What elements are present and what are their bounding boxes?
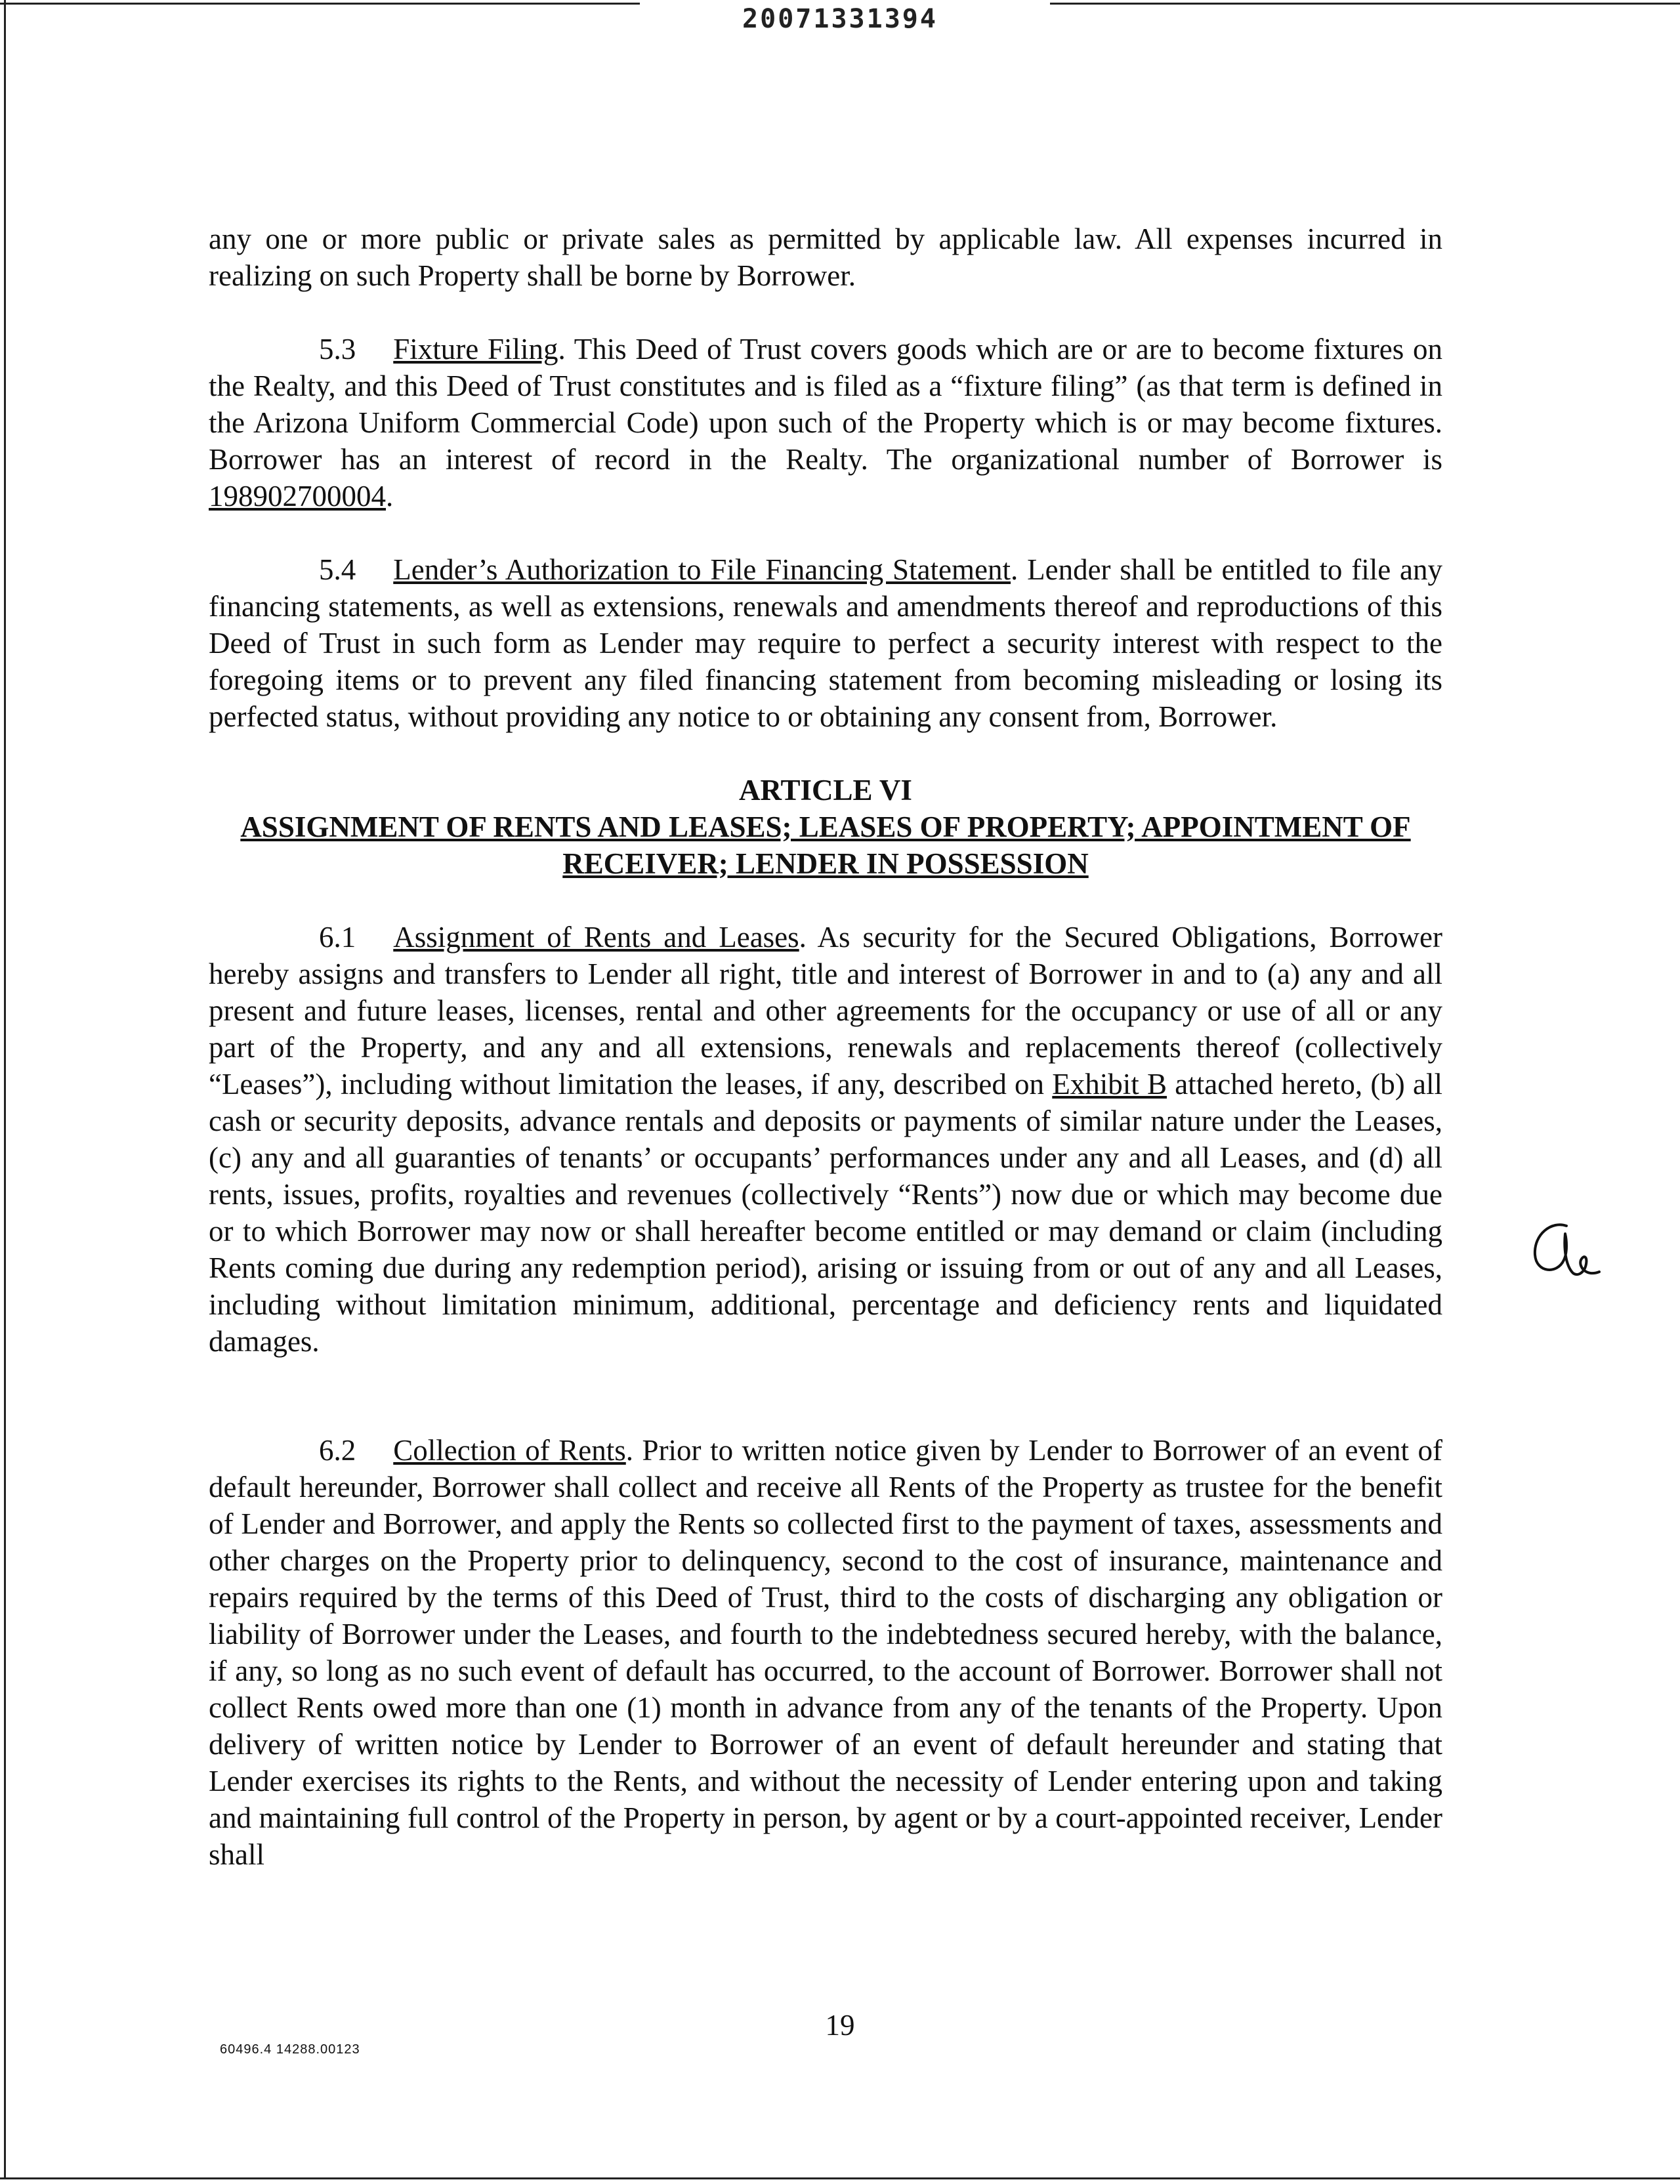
exhibit-reference: Exhibit B	[1052, 1068, 1167, 1101]
section-6-1	[209, 919, 1442, 1360]
page-number: 19	[825, 2009, 855, 2042]
section-5-3	[209, 331, 1442, 514]
section-title: Lender’s Authorization to File Financing Statement	[393, 553, 1011, 586]
article-label: ARTICLE VI	[739, 774, 912, 807]
section-text-end: .	[386, 480, 394, 513]
section-text-end: attached hereto, (b) all cash or security deposits, advance rentals and deposits or payments of similar nature under the Leases, (c) any and all guaranties of tenants’ or occupants’ performances under any and all Leases, and (d) all rents, issues, profits, royalties and revenues (collectively “Rents”) now due or which may become due or to which Borrower may now or shall hereafter become entitled or may demand or claim (including Rents coming due during any redemption period), arising or issuing from or out of any and all Leases, including without limitation minimum, additional, percentage and deficiency rents and liquidated damages.	[209, 1068, 1443, 1358]
section-number: 5.3	[319, 333, 356, 366]
scan-edge-left	[4, 0, 6, 2179]
handwritten-initials	[1526, 1214, 1611, 1286]
section-5-4	[209, 551, 1442, 735]
section-number: 6.1	[319, 921, 356, 954]
organizational-number: 198902700004	[209, 480, 386, 513]
article-heading	[209, 772, 1442, 882]
section-6-2	[209, 1432, 1442, 1873]
section-number: 6.2	[319, 1434, 356, 1467]
section-text: . Lender shall be entitled to file any financing statements, as well as extensions, renewals and amendments thereof and reproductions of this Deed of Trust in such form as Lender may require to perfect a security interest with respect to the foregoing items or to prevent any filed financing statement from becoming misleading or losing its perfected status, without providing any notice to or obtaining any consent from, Borrower.	[209, 553, 1442, 733]
section-text: . As security for the Secured Obligations, Borrower hereby assigns and transfers to Lender all right, title and interest of Borrower in and to (a) any and all present and future leases, licenses, rental and other agreements for the occupancy or use of all or any part of the Property, and any and all extensions, renewals and replacements thereof (collectively “Leases”), including without limitation the leases, if any, described on	[209, 921, 1442, 1101]
article-title: ASSIGNMENT OF RENTS AND LEASES; LEASES OF PROPERTY; APPOINTMENT OF RECEIVER; LENDER IN POSSESSION	[240, 810, 1411, 880]
scan-edge-bottom	[0, 2177, 1680, 2179]
section-number: 5.4	[319, 553, 356, 586]
section-title: Assignment of Rents and Leases	[393, 921, 799, 954]
section-text: . Prior to written notice given by Lender to Borrower of an event of default hereunder, Borrower shall collect and receive all Rents of the Property as trustee for the benefit of Lender and Borrower, and apply the Rents so collected first to the payment of taxes, assessments and other charges on the Property prior to delinquency, second to the cost of insurance, maintenance and repairs required by the terms of this Deed of Trust, third to the costs of discharging any obligation or liability of Borrower under the Leases, and fourth to the indebtedness secured hereby, with the balance, if any, so long as no such event of default has occurred, to the account of Borrower. Borrower shall not collect Rents owed more than one (1) month in advance from any of the tenants of the Property. Upon delivery of written notice by Lender to Borrower of an event of default hereunder and stating that Lender exercises its rights to the Rents, and without the necessity of Lender entering upon and taking and maintaining full control of the Property in person, by agent or by a court-appointed receiver, Lender shall	[209, 1434, 1442, 1871]
section-title: Collection of Rents	[393, 1434, 626, 1467]
paragraph-continuation: any one or more public or private sales as permitted by applicable law. All expenses incurred in realizing on such Property shall be borne by Borrower.	[209, 222, 1442, 292]
section-title: Fixture Filing	[393, 333, 558, 366]
document-body	[209, 220, 1442, 1873]
document-code: 60496.4 14288.00123	[220, 2042, 360, 2057]
recording-number: 20071331394	[742, 4, 938, 34]
section-text: . This Deed of Trust covers goods which are or are to become fixtures on the Realty, and this Deed of Trust constitutes and is filed as a “fixture filing” (as that term is defined in the Arizona Uniform Commercial Code) upon such of the Property which is or may become fixtures. Borrower has an interest of record in the Realty. The organizational number of Borrower is	[209, 333, 1442, 476]
